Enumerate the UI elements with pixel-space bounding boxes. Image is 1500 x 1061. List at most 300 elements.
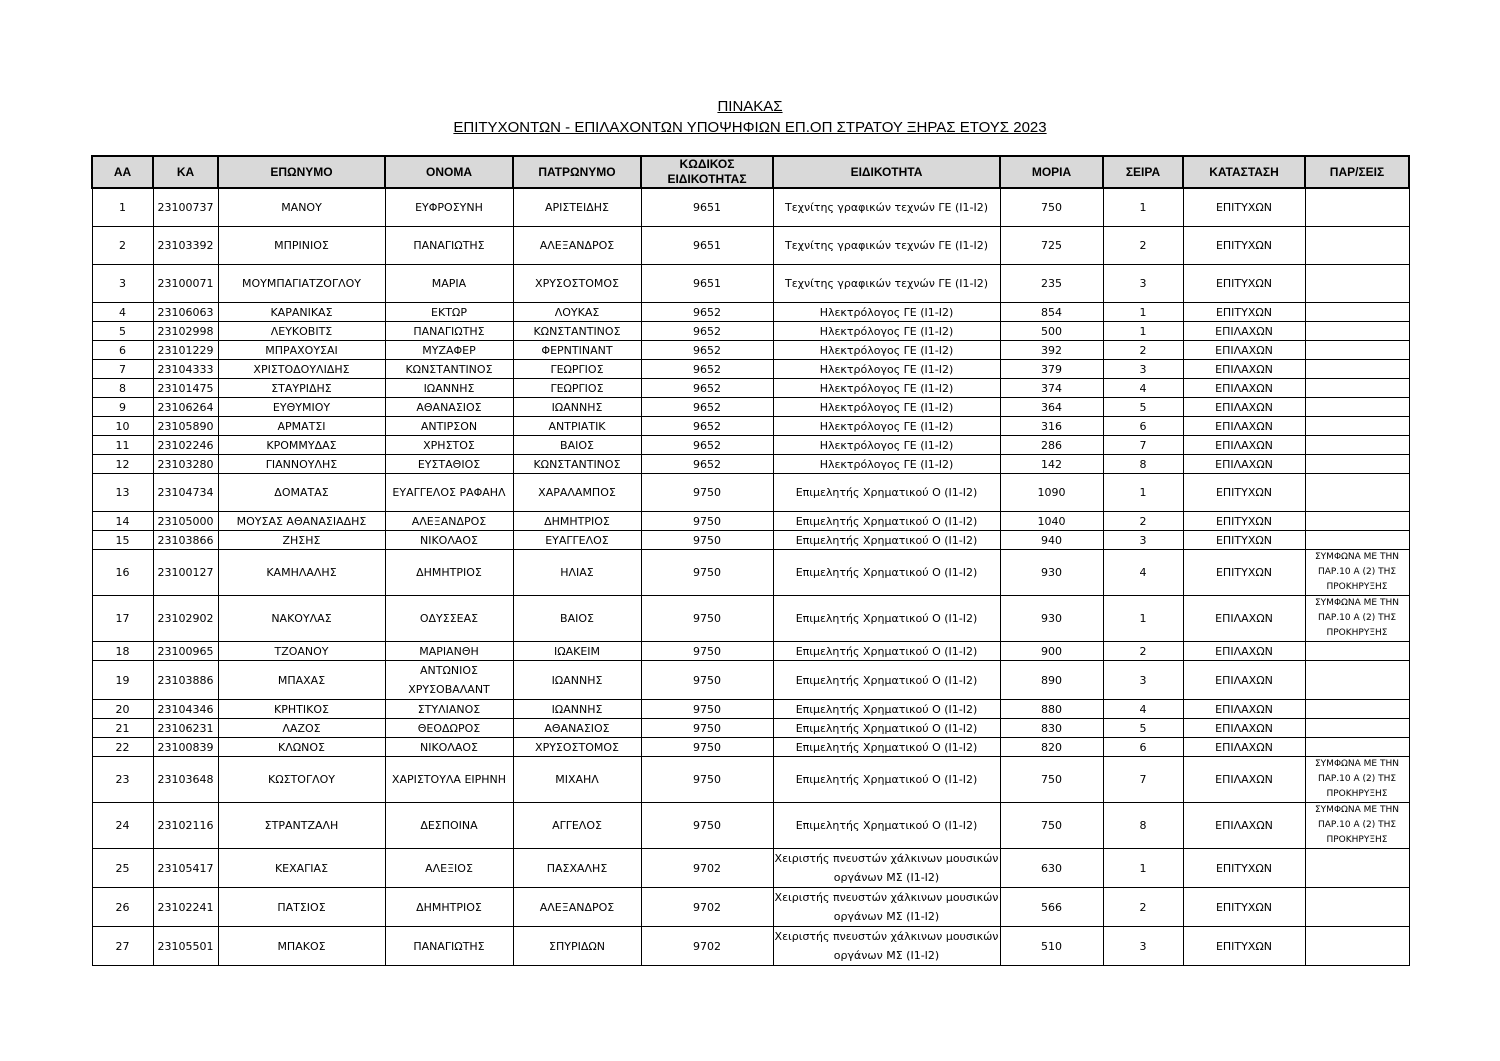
cell-rank: 1 [1103, 303, 1183, 322]
cell-specialty: Επιμελητής Χρηματικού Ο (Ι1-Ι2) [773, 531, 1000, 550]
cell-aa: 23 [92, 757, 153, 803]
cell-aa: 8 [92, 379, 153, 398]
cell-status: ΕΠΙΤΥΧΩΝ [1183, 888, 1305, 927]
cell-aa: 11 [92, 436, 153, 455]
cell-points: 1040 [1000, 512, 1103, 531]
cell-points: 510 [1000, 927, 1103, 966]
cell-name: ΟΔΥΣΣΕΑΣ [385, 596, 513, 642]
cell-ka: 23101475 [153, 379, 218, 398]
cell-name: ΑΛΕΞΙΟΣ [385, 849, 513, 888]
cell-aa: 3 [92, 265, 153, 303]
cell-rank: 3 [1103, 360, 1183, 379]
cell-aa: 10 [92, 417, 153, 436]
cell-code: 9652 [641, 303, 773, 322]
cell-name: ΑΝΤΙΡΣΟΝ [385, 417, 513, 436]
cell-ka: 23102902 [153, 596, 218, 642]
cell-rank: 5 [1103, 398, 1183, 417]
cell-code: 9750 [641, 474, 773, 512]
cell-surname: ΚΩΣΤΟΓΛΟΥ [218, 757, 385, 803]
cell-specialty: Επιμελητής Χρηματικού Ο (Ι1-Ι2) [773, 596, 1000, 642]
cell-code: 9652 [641, 436, 773, 455]
cell-name: ΑΝΤΩΝΙΟΣ ΧΡΥΣΟΒΑΛΑΝΤ [385, 661, 513, 700]
cell-code: 9750 [641, 596, 773, 642]
cell-status: ΕΠΙΛΑΧΩΝ [1183, 700, 1305, 719]
table-row [92, 188, 1409, 227]
cell-specialty: Χειριστής πνευστών χάλκινων μουσικών οργάνων ΜΣ (Ι1-Ι2) [773, 849, 1000, 888]
table-row [92, 360, 1409, 379]
cell-specialty: Τεχνίτης γραφικών τεχνών ΓΕ (Ι1-Ι2) [773, 265, 1000, 303]
cell-points: 890 [1000, 661, 1103, 700]
cell-surname: ΜΟΥΜΠΑΓΙΑΤΖΟΓΛΟΥ [218, 265, 385, 303]
cell-points: 235 [1000, 265, 1103, 303]
cell-rank: 2 [1103, 227, 1183, 265]
cell-status: ΕΠΙΤΥΧΩΝ [1183, 265, 1305, 303]
cell-aa: 24 [92, 803, 153, 849]
cell-surname: ΑΡΜΑΤΣΙ [218, 417, 385, 436]
cell-notes [1305, 738, 1409, 757]
cell-name: ΔΗΜΗΤΡΙΟΣ [385, 550, 513, 596]
cell-notes [1305, 512, 1409, 531]
cell-name: ΕΚΤΩΡ [385, 303, 513, 322]
cell-specialty: Τεχνίτης γραφικών τεχνών ΓΕ (Ι1-Ι2) [773, 227, 1000, 265]
cell-notes [1305, 436, 1409, 455]
cell-aa: 2 [92, 227, 153, 265]
cell-name: ΙΩΑΝΝΗΣ [385, 379, 513, 398]
cell-code: 9750 [641, 642, 773, 661]
document-title [0, 96, 1500, 138]
cell-points: 566 [1000, 888, 1103, 927]
cell-aa: 19 [92, 661, 153, 700]
cell-father: ΑΘΑΝΑΣΙΟΣ [513, 719, 641, 738]
table-row [92, 512, 1409, 531]
table-row [92, 596, 1409, 642]
cell-father: ΛΟΥΚΑΣ [513, 303, 641, 322]
table-row [92, 803, 1409, 849]
cell-father: ΑΛΕΞΑΝΔΡΟΣ [513, 888, 641, 927]
cell-ka: 23104333 [153, 360, 218, 379]
cell-notes [1305, 888, 1409, 927]
cell-specialty: Επιμελητής Χρηματικού Ο (Ι1-Ι2) [773, 803, 1000, 849]
cell-status: ΕΠΙΤΥΧΩΝ [1183, 303, 1305, 322]
cell-ka: 23100839 [153, 738, 218, 757]
cell-ka: 23103280 [153, 455, 218, 474]
cell-surname: ΚΡΟΜΜΥΔΑΣ [218, 436, 385, 455]
cell-code: 9652 [641, 455, 773, 474]
table-row [92, 398, 1409, 417]
cell-rank: 2 [1103, 888, 1183, 927]
cell-notes [1305, 719, 1409, 738]
cell-surname: ΜΟΥΣΑΣ ΑΘΑΝΑΣΙΑΔΗΣ [218, 512, 385, 531]
cell-rank: 6 [1103, 417, 1183, 436]
cell-points: 374 [1000, 379, 1103, 398]
cell-ka: 23104346 [153, 700, 218, 719]
cell-name: ΚΩΝΣΤΑΝΤΙΝΟΣ [385, 360, 513, 379]
table-row [92, 379, 1409, 398]
cell-father: ΗΛΙΑΣ [513, 550, 641, 596]
cell-surname: ΛΑΖΟΣ [218, 719, 385, 738]
cell-rank: 7 [1103, 757, 1183, 803]
cell-specialty: Τεχνίτης γραφικών τεχνών ΓΕ (Ι1-Ι2) [773, 188, 1000, 227]
cell-ka: 23101229 [153, 341, 218, 360]
cell-name: ΜΑΡΙΑΝΘΗ [385, 642, 513, 661]
table-row [92, 436, 1409, 455]
cell-status: ΕΠΙΛΑΧΩΝ [1183, 596, 1305, 642]
header-rank: ΣΕΙΡΑ [1103, 156, 1183, 188]
cell-aa: 14 [92, 512, 153, 531]
cell-notes [1305, 341, 1409, 360]
cell-father: ΑΓΓΕΛΟΣ [513, 803, 641, 849]
cell-ka: 23102998 [153, 322, 218, 341]
cell-ka: 23100737 [153, 188, 218, 227]
cell-rank: 4 [1103, 700, 1183, 719]
cell-points: 364 [1000, 398, 1103, 417]
cell-code: 9652 [641, 341, 773, 360]
cell-points: 142 [1000, 455, 1103, 474]
cell-notes [1305, 322, 1409, 341]
cell-points: 940 [1000, 531, 1103, 550]
cell-rank: 2 [1103, 512, 1183, 531]
cell-notes: ΣΥΜΦΩΝΑ ΜΕ ΤΗΝ ΠΑΡ.10 Α (2) ΤΗΣ ΠΡΟΚΗΡΥΞΗΣ [1305, 550, 1409, 596]
cell-code: 9702 [641, 927, 773, 966]
cell-name: ΠΑΝΑΓΙΩΤΗΣ [385, 322, 513, 341]
table-row [92, 661, 1409, 700]
cell-name: ΠΑΝΑΓΙΩΤΗΣ [385, 927, 513, 966]
cell-ka: 23103866 [153, 531, 218, 550]
cell-status: ΕΠΙΛΑΧΩΝ [1183, 379, 1305, 398]
header-name: ΟΝΟΜΑ [385, 156, 513, 188]
cell-aa: 27 [92, 927, 153, 966]
cell-code: 9702 [641, 849, 773, 888]
cell-points: 820 [1000, 738, 1103, 757]
title-line-2: ΕΠΙΤΥΧΟΝΤΩΝ - ΕΠΙΛΑΧΟΝΤΩΝ ΥΠΟΨΗΦΙΩΝ ΕΠ.ΟΠ ΣΤΡΑΤΟΥ ΞΗΡΑΣ ΕΤΟΥΣ 2023 [453, 119, 1047, 136]
cell-aa: 4 [92, 303, 153, 322]
cell-father: ΒΑΙΟΣ [513, 436, 641, 455]
cell-name: ΕΥΣΤΑΘΙΟΣ [385, 455, 513, 474]
cell-surname: ΝΑΚΟΥΛΑΣ [218, 596, 385, 642]
cell-father: ΚΩΝΣΤΑΝΤΙΝΟΣ [513, 455, 641, 474]
table-row [92, 738, 1409, 757]
cell-name: ΝΙΚΟΛΑΟΣ [385, 531, 513, 550]
cell-specialty: Ηλεκτρόλογος ΓΕ (Ι1-Ι2) [773, 436, 1000, 455]
cell-code: 9651 [641, 227, 773, 265]
cell-aa: 1 [92, 188, 153, 227]
table-row [92, 455, 1409, 474]
cell-specialty: Ηλεκτρόλογος ΓΕ (Ι1-Ι2) [773, 360, 1000, 379]
cell-ka: 23106063 [153, 303, 218, 322]
cell-surname: ΜΑΝΟΥ [218, 188, 385, 227]
cell-code: 9750 [641, 700, 773, 719]
cell-rank: 1 [1103, 322, 1183, 341]
cell-rank: 3 [1103, 531, 1183, 550]
table-row [92, 227, 1409, 265]
cell-points: 392 [1000, 341, 1103, 360]
cell-father: ΑΛΕΞΑΝΔΡΟΣ [513, 227, 641, 265]
cell-points: 500 [1000, 322, 1103, 341]
cell-code: 9651 [641, 265, 773, 303]
table-row [92, 550, 1409, 596]
cell-surname: ΚΡΗΤΙΚΟΣ [218, 700, 385, 719]
cell-status: ΕΠΙΤΥΧΩΝ [1183, 531, 1305, 550]
title-line-1: ΠΙΝΑΚΑΣ [717, 98, 783, 115]
header-status: ΚΑΤΑΣΤΑΣΗ [1183, 156, 1305, 188]
cell-specialty: Επιμελητής Χρηματικού Ο (Ι1-Ι2) [773, 700, 1000, 719]
cell-aa: 22 [92, 738, 153, 757]
cell-rank: 4 [1103, 550, 1183, 596]
cell-ka: 23106264 [153, 398, 218, 417]
cell-points: 750 [1000, 757, 1103, 803]
cell-surname: ΓΙΑΝΝΟΥΛΗΣ [218, 455, 385, 474]
cell-rank: 2 [1103, 341, 1183, 360]
cell-notes [1305, 188, 1409, 227]
cell-points: 900 [1000, 642, 1103, 661]
cell-rank: 1 [1103, 596, 1183, 642]
header-ka: ΚΑ [153, 156, 218, 188]
table-row [92, 757, 1409, 803]
header-code: ΚΩΔΙΚΟΣ ΕΙΔΙΚΟΤΗΤΑΣ [641, 156, 773, 188]
table-row [92, 642, 1409, 661]
cell-points: 750 [1000, 188, 1103, 227]
cell-status: ΕΠΙΤΥΧΩΝ [1183, 188, 1305, 227]
cell-aa: 25 [92, 849, 153, 888]
cell-status: ΕΠΙΛΑΧΩΝ [1183, 642, 1305, 661]
cell-aa: 17 [92, 596, 153, 642]
cell-rank: 1 [1103, 474, 1183, 512]
cell-aa: 16 [92, 550, 153, 596]
cell-notes [1305, 661, 1409, 700]
table-row [92, 417, 1409, 436]
cell-code: 9702 [641, 888, 773, 927]
cell-surname: ΜΠΡΑΧΟΥΣΑΙ [218, 341, 385, 360]
cell-name: ΣΤΥΛΙΑΝΟΣ [385, 700, 513, 719]
cell-status: ΕΠΙΛΑΧΩΝ [1183, 360, 1305, 379]
cell-ka: 23100965 [153, 642, 218, 661]
cell-specialty: Ηλεκτρόλογος ΓΕ (Ι1-Ι2) [773, 303, 1000, 322]
cell-notes: ΣΥΜΦΩΝΑ ΜΕ ΤΗΝ ΠΑΡ.10 Α (2) ΤΗΣ ΠΡΟΚΗΡΥΞΗΣ [1305, 803, 1409, 849]
cell-aa: 20 [92, 700, 153, 719]
cell-points: 286 [1000, 436, 1103, 455]
cell-father: ΙΩΑΝΝΗΣ [513, 700, 641, 719]
cell-points: 854 [1000, 303, 1103, 322]
cell-name: ΑΘΑΝΑΣΙΟΣ [385, 398, 513, 417]
cell-aa: 21 [92, 719, 153, 738]
cell-surname: ΣΤΡΑΝΤΖΑΛΗ [218, 803, 385, 849]
table-row [92, 849, 1409, 888]
cell-ka: 23105000 [153, 512, 218, 531]
cell-code: 9750 [641, 550, 773, 596]
cell-ka: 23102246 [153, 436, 218, 455]
cell-specialty: Επιμελητής Χρηματικού Ο (Ι1-Ι2) [773, 474, 1000, 512]
cell-surname: ΛΕΥΚΟΒΙΤΣ [218, 322, 385, 341]
cell-father: ΔΗΜΗΤΡΙΟΣ [513, 512, 641, 531]
cell-code: 9652 [641, 360, 773, 379]
cell-code: 9750 [641, 803, 773, 849]
cell-code: 9750 [641, 738, 773, 757]
cell-rank: 3 [1103, 661, 1183, 700]
table-header-row [92, 156, 1409, 188]
cell-notes [1305, 927, 1409, 966]
cell-surname: ΠΑΤΣΙΟΣ [218, 888, 385, 927]
cell-status: ΕΠΙΛΑΧΩΝ [1183, 417, 1305, 436]
cell-name: ΘΕΟΔΩΡΟΣ [385, 719, 513, 738]
cell-status: ΕΠΙΤΥΧΩΝ [1183, 512, 1305, 531]
cell-ka: 23102116 [153, 803, 218, 849]
cell-ka: 23103648 [153, 757, 218, 803]
cell-specialty: Επιμελητής Χρηματικού Ο (Ι1-Ι2) [773, 757, 1000, 803]
cell-father: ΧΡΥΣΟΣΤΟΜΟΣ [513, 738, 641, 757]
cell-notes [1305, 379, 1409, 398]
table-body [92, 188, 1409, 966]
cell-aa: 18 [92, 642, 153, 661]
cell-name: ΑΛΕΞΑΝΔΡΟΣ [385, 512, 513, 531]
cell-surname: ΚΑΡΑΝΙΚΑΣ [218, 303, 385, 322]
header-surname: ΕΠΩΝΥΜΟ [218, 156, 385, 188]
cell-specialty: Επιμελητής Χρηματικού Ο (Ι1-Ι2) [773, 738, 1000, 757]
cell-rank: 6 [1103, 738, 1183, 757]
cell-ka: 23102241 [153, 888, 218, 927]
cell-aa: 5 [92, 322, 153, 341]
cell-specialty: Ηλεκτρόλογος ΓΕ (Ι1-Ι2) [773, 417, 1000, 436]
cell-specialty: Χειριστής πνευστών χάλκινων μουσικών οργάνων ΜΣ (Ι1-Ι2) [773, 888, 1000, 927]
cell-surname: ΣΤΑΥΡΙΔΗΣ [218, 379, 385, 398]
cell-name: ΧΑΡΙΣΤΟΥΛΑ ΕΙΡΗΝΗ [385, 757, 513, 803]
cell-surname: ΚΑΜΗΛΑΛΗΣ [218, 550, 385, 596]
cell-notes [1305, 303, 1409, 322]
header-father: ΠΑΤΡΩΝΥΜΟ [513, 156, 641, 188]
cell-surname: ΕΥΘΥΜΙΟΥ [218, 398, 385, 417]
cell-status: ΕΠΙΛΑΧΩΝ [1183, 455, 1305, 474]
cell-notes [1305, 531, 1409, 550]
cell-aa: 12 [92, 455, 153, 474]
cell-points: 316 [1000, 417, 1103, 436]
cell-father: ΙΩΑΚΕΙΜ [513, 642, 641, 661]
cell-points: 930 [1000, 596, 1103, 642]
cell-rank: 3 [1103, 265, 1183, 303]
cell-name: ΝΙΚΟΛΑΟΣ [385, 738, 513, 757]
cell-notes [1305, 455, 1409, 474]
cell-aa: 6 [92, 341, 153, 360]
cell-surname: ΜΠΡΙΝΙΟΣ [218, 227, 385, 265]
cell-code: 9750 [641, 661, 773, 700]
table-row [92, 719, 1409, 738]
cell-code: 9750 [641, 512, 773, 531]
cell-rank: 4 [1103, 379, 1183, 398]
cell-ka: 23103392 [153, 227, 218, 265]
cell-status: ΕΠΙΤΥΧΩΝ [1183, 849, 1305, 888]
cell-aa: 13 [92, 474, 153, 512]
cell-code: 9750 [641, 531, 773, 550]
cell-status: ΕΠΙΛΑΧΩΝ [1183, 322, 1305, 341]
cell-name: ΕΥΦΡΟΣΥΝΗ [385, 188, 513, 227]
cell-surname: ΚΕΧΑΓΙΑΣ [218, 849, 385, 888]
cell-points: 880 [1000, 700, 1103, 719]
cell-code: 9750 [641, 719, 773, 738]
cell-notes [1305, 700, 1409, 719]
cell-father: ΧΡΥΣΟΣΤΟΜΟΣ [513, 265, 641, 303]
cell-ka: 23100071 [153, 265, 218, 303]
cell-notes [1305, 642, 1409, 661]
header-points: ΜΟΡΙΑ [1000, 156, 1103, 188]
cell-father: ΑΝΤΡΙΑΤΙΚ [513, 417, 641, 436]
cell-code: 9652 [641, 417, 773, 436]
cell-notes [1305, 398, 1409, 417]
header-specialty: ΕΙΔΙΚΟΤΗΤΑ [773, 156, 1000, 188]
cell-points: 379 [1000, 360, 1103, 379]
cell-surname: ΔΟΜΑΤΑΣ [218, 474, 385, 512]
cell-ka: 23105501 [153, 927, 218, 966]
cell-specialty: Ηλεκτρόλογος ΓΕ (Ι1-Ι2) [773, 379, 1000, 398]
cell-father: ΠΑΣΧΑΛΗΣ [513, 849, 641, 888]
cell-father: ΣΠΥΡΙΔΩΝ [513, 927, 641, 966]
cell-status: ΕΠΙΛΑΧΩΝ [1183, 738, 1305, 757]
cell-notes: ΣΥΜΦΩΝΑ ΜΕ ΤΗΝ ΠΑΡ.10 Α (2) ΤΗΣ ΠΡΟΚΗΡΥΞΗΣ [1305, 757, 1409, 803]
cell-name: ΕΥΑΓΓΕΛΟΣ ΡΑΦΑΗΛ [385, 474, 513, 512]
cell-rank: 5 [1103, 719, 1183, 738]
cell-notes [1305, 849, 1409, 888]
table-row [92, 303, 1409, 322]
cell-status: ΕΠΙΛΑΧΩΝ [1183, 661, 1305, 700]
cell-name: ΧΡΗΣΤΟΣ [385, 436, 513, 455]
cell-rank: 7 [1103, 436, 1183, 455]
cell-specialty: Επιμελητής Χρηματικού Ο (Ι1-Ι2) [773, 719, 1000, 738]
cell-specialty: Ηλεκτρόλογος ΓΕ (Ι1-Ι2) [773, 322, 1000, 341]
cell-ka: 23106231 [153, 719, 218, 738]
cell-surname: ΜΠΑΚΟΣ [218, 927, 385, 966]
cell-specialty: Ηλεκτρόλογος ΓΕ (Ι1-Ι2) [773, 398, 1000, 417]
cell-notes [1305, 474, 1409, 512]
cell-father: ΦΕΡΝΤΙΝΑΝΤ [513, 341, 641, 360]
cell-surname: ΜΠΑΧΑΣ [218, 661, 385, 700]
cell-ka: 23105890 [153, 417, 218, 436]
cell-specialty: Ηλεκτρόλογος ΓΕ (Ι1-Ι2) [773, 455, 1000, 474]
table-row [92, 341, 1409, 360]
table-row [92, 888, 1409, 927]
cell-status: ΕΠΙΤΥΧΩΝ [1183, 474, 1305, 512]
cell-aa: 9 [92, 398, 153, 417]
cell-status: ΕΠΙΤΥΧΩΝ [1183, 227, 1305, 265]
cell-status: ΕΠΙΛΑΧΩΝ [1183, 398, 1305, 417]
header-notes: ΠΑΡ/ΣΕΙΣ [1305, 156, 1409, 188]
cell-father: ΕΥΑΓΓΕΛΟΣ [513, 531, 641, 550]
cell-points: 830 [1000, 719, 1103, 738]
cell-specialty: Επιμελητής Χρηματικού Ο (Ι1-Ι2) [773, 550, 1000, 596]
cell-notes [1305, 360, 1409, 379]
table-row [92, 531, 1409, 550]
cell-ka: 23105417 [153, 849, 218, 888]
results-table [91, 155, 1410, 966]
cell-rank: 8 [1103, 803, 1183, 849]
cell-specialty: Επιμελητής Χρηματικού Ο (Ι1-Ι2) [773, 642, 1000, 661]
cell-points: 725 [1000, 227, 1103, 265]
cell-rank: 8 [1103, 455, 1183, 474]
cell-rank: 3 [1103, 927, 1183, 966]
cell-aa: 15 [92, 531, 153, 550]
cell-points: 750 [1000, 803, 1103, 849]
cell-specialty: Επιμελητής Χρηματικού Ο (Ι1-Ι2) [773, 512, 1000, 531]
cell-notes [1305, 227, 1409, 265]
cell-aa: 7 [92, 360, 153, 379]
cell-rank: 1 [1103, 849, 1183, 888]
cell-status: ΕΠΙΛΑΧΩΝ [1183, 436, 1305, 455]
cell-points: 1090 [1000, 474, 1103, 512]
cell-father: ΧΑΡΑΛΑΜΠΟΣ [513, 474, 641, 512]
cell-status: ΕΠΙΤΥΧΩΝ [1183, 927, 1305, 966]
cell-surname: ΖΗΣΗΣ [218, 531, 385, 550]
cell-points: 630 [1000, 849, 1103, 888]
cell-surname: ΧΡΙΣΤΟΔΟΥΛΙΔΗΣ [218, 360, 385, 379]
cell-code: 9651 [641, 188, 773, 227]
table-row [92, 700, 1409, 719]
cell-ka: 23103886 [153, 661, 218, 700]
